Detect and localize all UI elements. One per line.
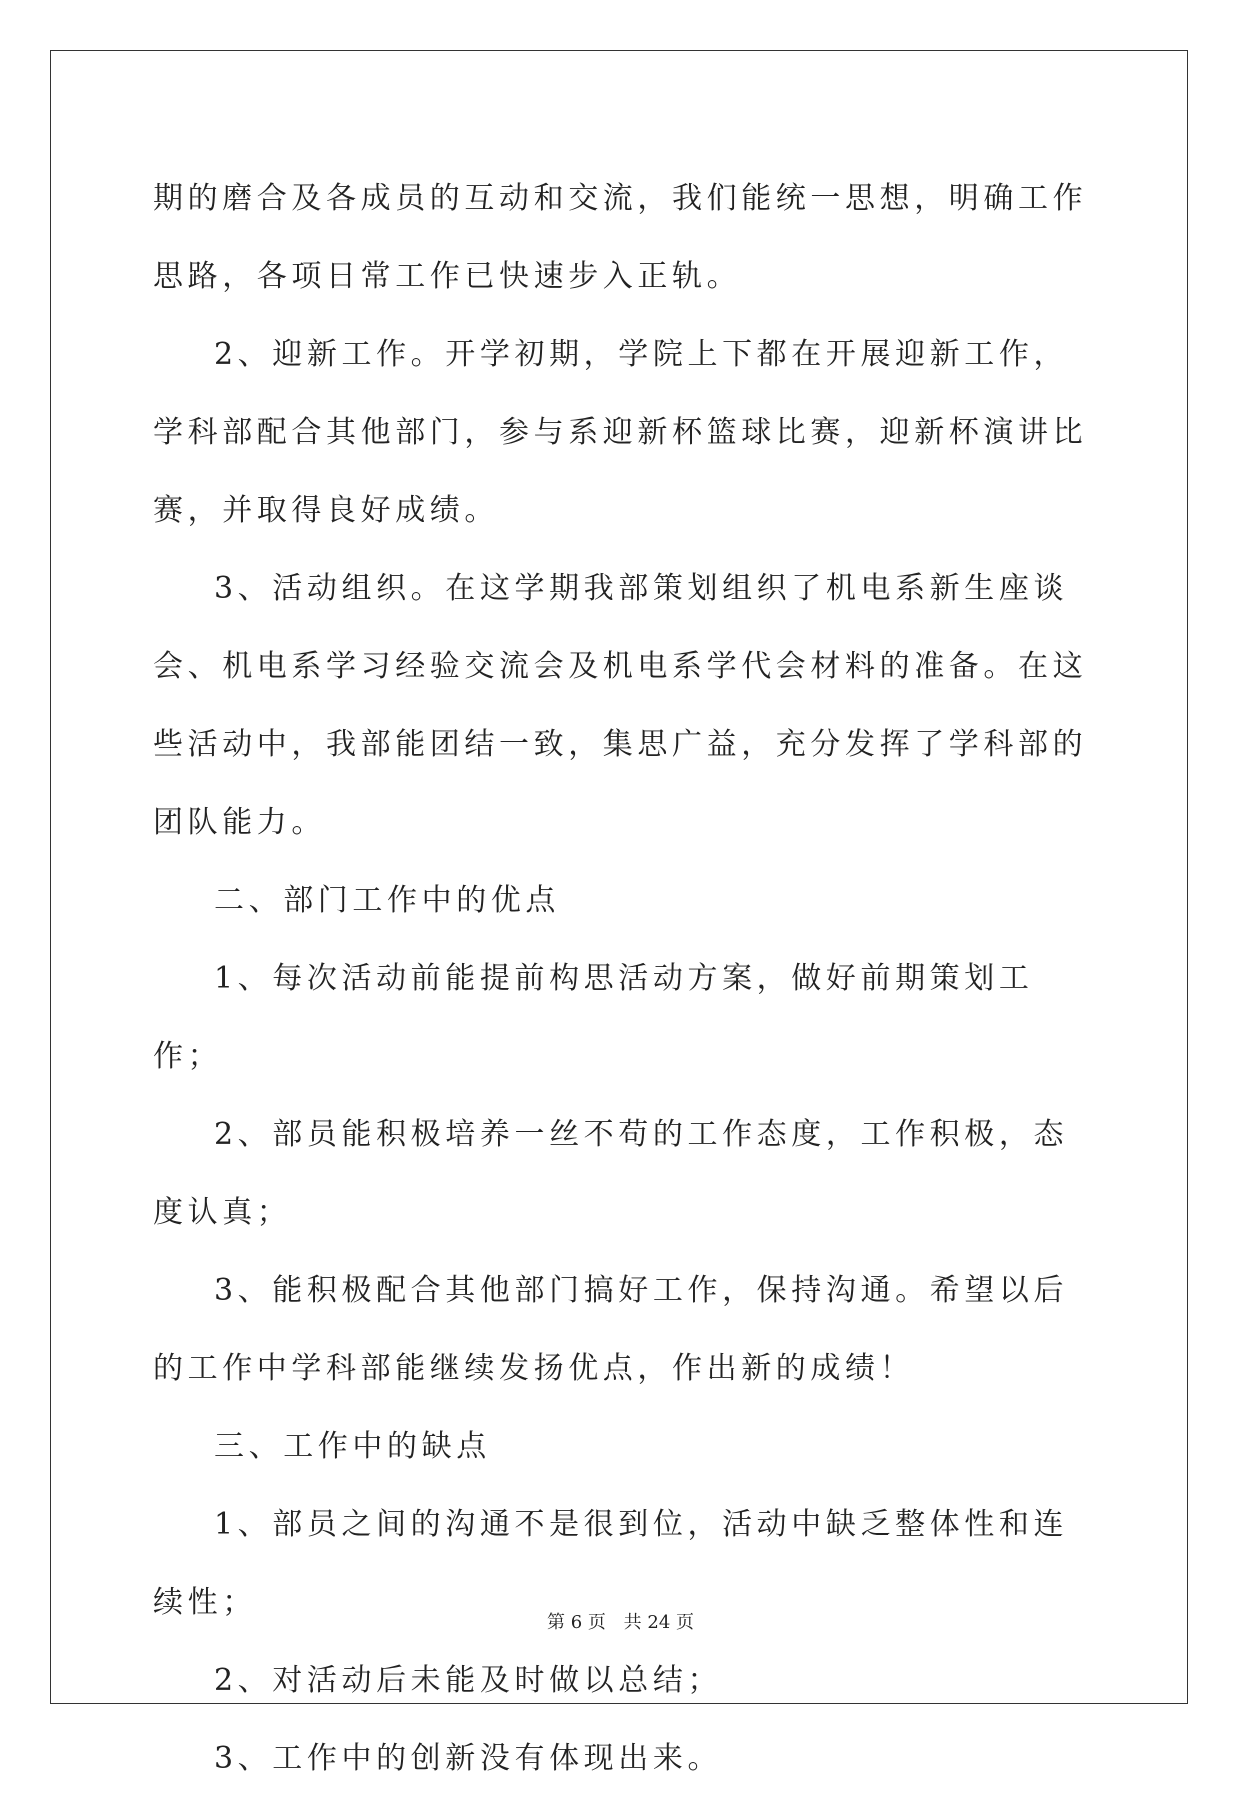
document-body [153,160,1088,1798]
page-total: 共 24 页 [623,1612,694,1633]
paragraph-strength-2: 2、部员能积极培养一丝不苟的工作态度，工作积极，态度认真； [153,1117,1069,1230]
paragraph-activity-organization: 3、活动组织。在这学期我部策划组织了机电系新生座谈会、机电系学习经验交流会及机电系学代会材料的准备。在这些活动中，我部能团结一致，集思广益，充分发挥了学科部的团队能力。 [153,571,1088,840]
paragraph-weakness-1: 1、部员之间的沟通不是很到位，活动中缺乏整体性和连续性； [153,1507,1069,1620]
paragraph-continuation: 期的磨合及各成员的互动和交流，我们能统一思想，明确工作思路，各项日常工作已快速步入正轨。 [153,181,1088,294]
heading-strengths: 二、部门工作中的优点 [214,883,560,918]
page-footer [0,1608,1241,1634]
heading-weaknesses: 三、工作中的缺点 [214,1429,491,1464]
paragraph-welcome-work: 2、迎新工作。开学初期，学院上下都在开展迎新工作，学科部配合其他部门，参与系迎新杯篮球比赛，迎新杯演讲比赛，并取得良好成绩。 [153,337,1088,528]
paragraph-strength-3: 3、能积极配合其他部门搞好工作，保持沟通。希望以后的工作中学科部能继续发扬优点，作出新的成绩！ [153,1273,1069,1386]
paragraph-weakness-3: 3、工作中的创新没有体现出来。 [214,1741,723,1776]
paragraph-strength-1: 1、每次活动前能提前构思活动方案，做好前期策划工作； [153,961,1034,1074]
paragraph-weakness-2: 2、对活动后未能及时做以总结； [214,1663,723,1698]
page-number: 第 6 页 [547,1612,606,1633]
